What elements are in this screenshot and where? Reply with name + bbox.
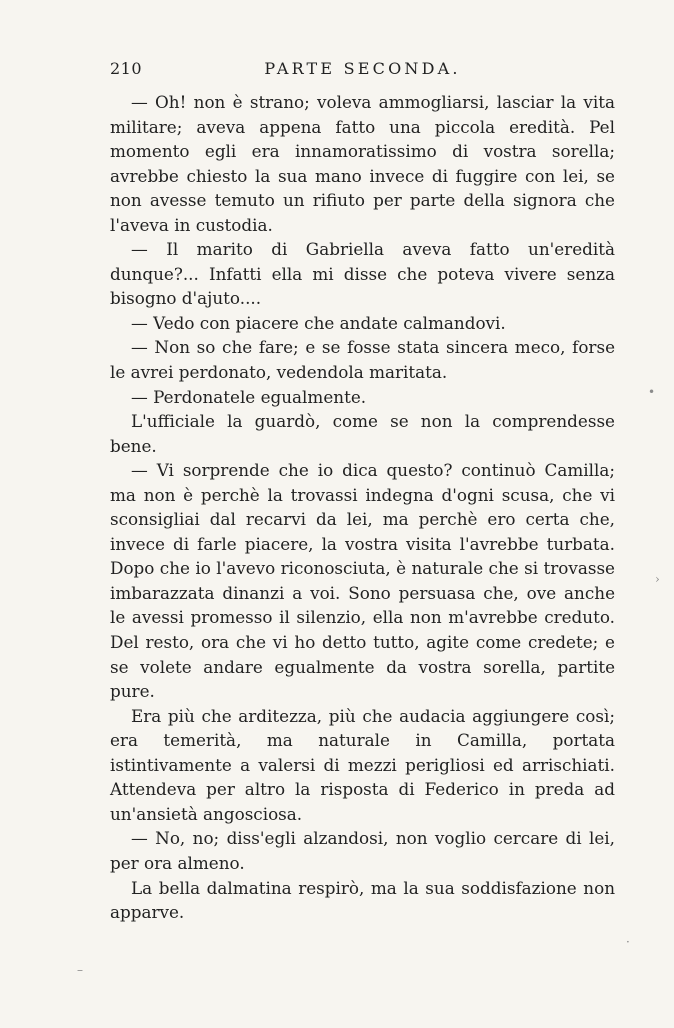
paragraph: L'ufficiale la guardò, come se non la comprendesse bene.	[110, 411, 615, 456]
page-header	[110, 59, 615, 87]
paragraph: — Perdonatele egualmente.	[131, 386, 367, 407]
running-title: PARTE SECONDA.	[264, 59, 461, 78]
print-speck: •	[648, 385, 656, 399]
print-speck: ·	[626, 935, 630, 949]
paragraph: Era più che arditezza, più che audacia aggiungere così; era temerità, ma naturale in Camilla, portata istintivamente a valersi di mezzi perigliosi ed arrischiati. Attendeva per altro la risposta di Federico in preda ad un'ansietà angosciosa.	[110, 705, 615, 824]
paragraph: — Oh! non è strano; voleva ammogliarsi, lasciar la vita militare; aveva appena fatto una piccola eredità. Pel momento egli era innamoratissimo di vostra sorella; avrebbe chiesto la sua mano invece di fuggire con lei, se non avesse temuto un rifiuto per parte della signora che l'aveva in custodia.	[110, 92, 615, 235]
paragraph: — Non so che fare; e se fosse stata sincera meco, forse le avrei perdonato, vedendola maritata.	[110, 337, 615, 383]
print-speck: ›	[655, 572, 660, 586]
text-body	[110, 90, 615, 925]
paragraph: — Vedo con piacere che andate calmandovi.	[131, 312, 506, 333]
page-number: 210	[110, 59, 143, 78]
print-speck: –	[77, 963, 83, 977]
paragraph: — Vi sorprende che io dica questo? continuò Camilla; ma non è perchè la trovassi indegna d'ogni scusa, che vi sconsigliai dal recarvi da lei, ma perchè ero certa che, invece di farle piacere, la vostra visita l'avrebbe turbata. Dopo che io l'avevo riconosciuta, è naturale che si trovasse imbarazzata dinanzi a voi. Sono persuasa che, ove anche le avessi promesso il silenzio, ella non m'avrebbe creduto. Del resto, ora che vi ho detto tutto, agite come credete; e se volete andare egualmente da vostra sorella, partite pure.	[110, 460, 615, 702]
paragraph: La bella dalmatina respirò, ma la sua soddisfazione non apparve.	[110, 877, 615, 923]
paragraph: — Il marito di Gabriella aveva fatto un'eredità dunque?... Infatti ella mi disse che poteva vivere senza bisogno d'ajuto....	[110, 239, 615, 309]
paragraph: — No, no; diss'egli alzandosi, non voglio cercare di lei, per ora almeno.	[110, 828, 615, 873]
